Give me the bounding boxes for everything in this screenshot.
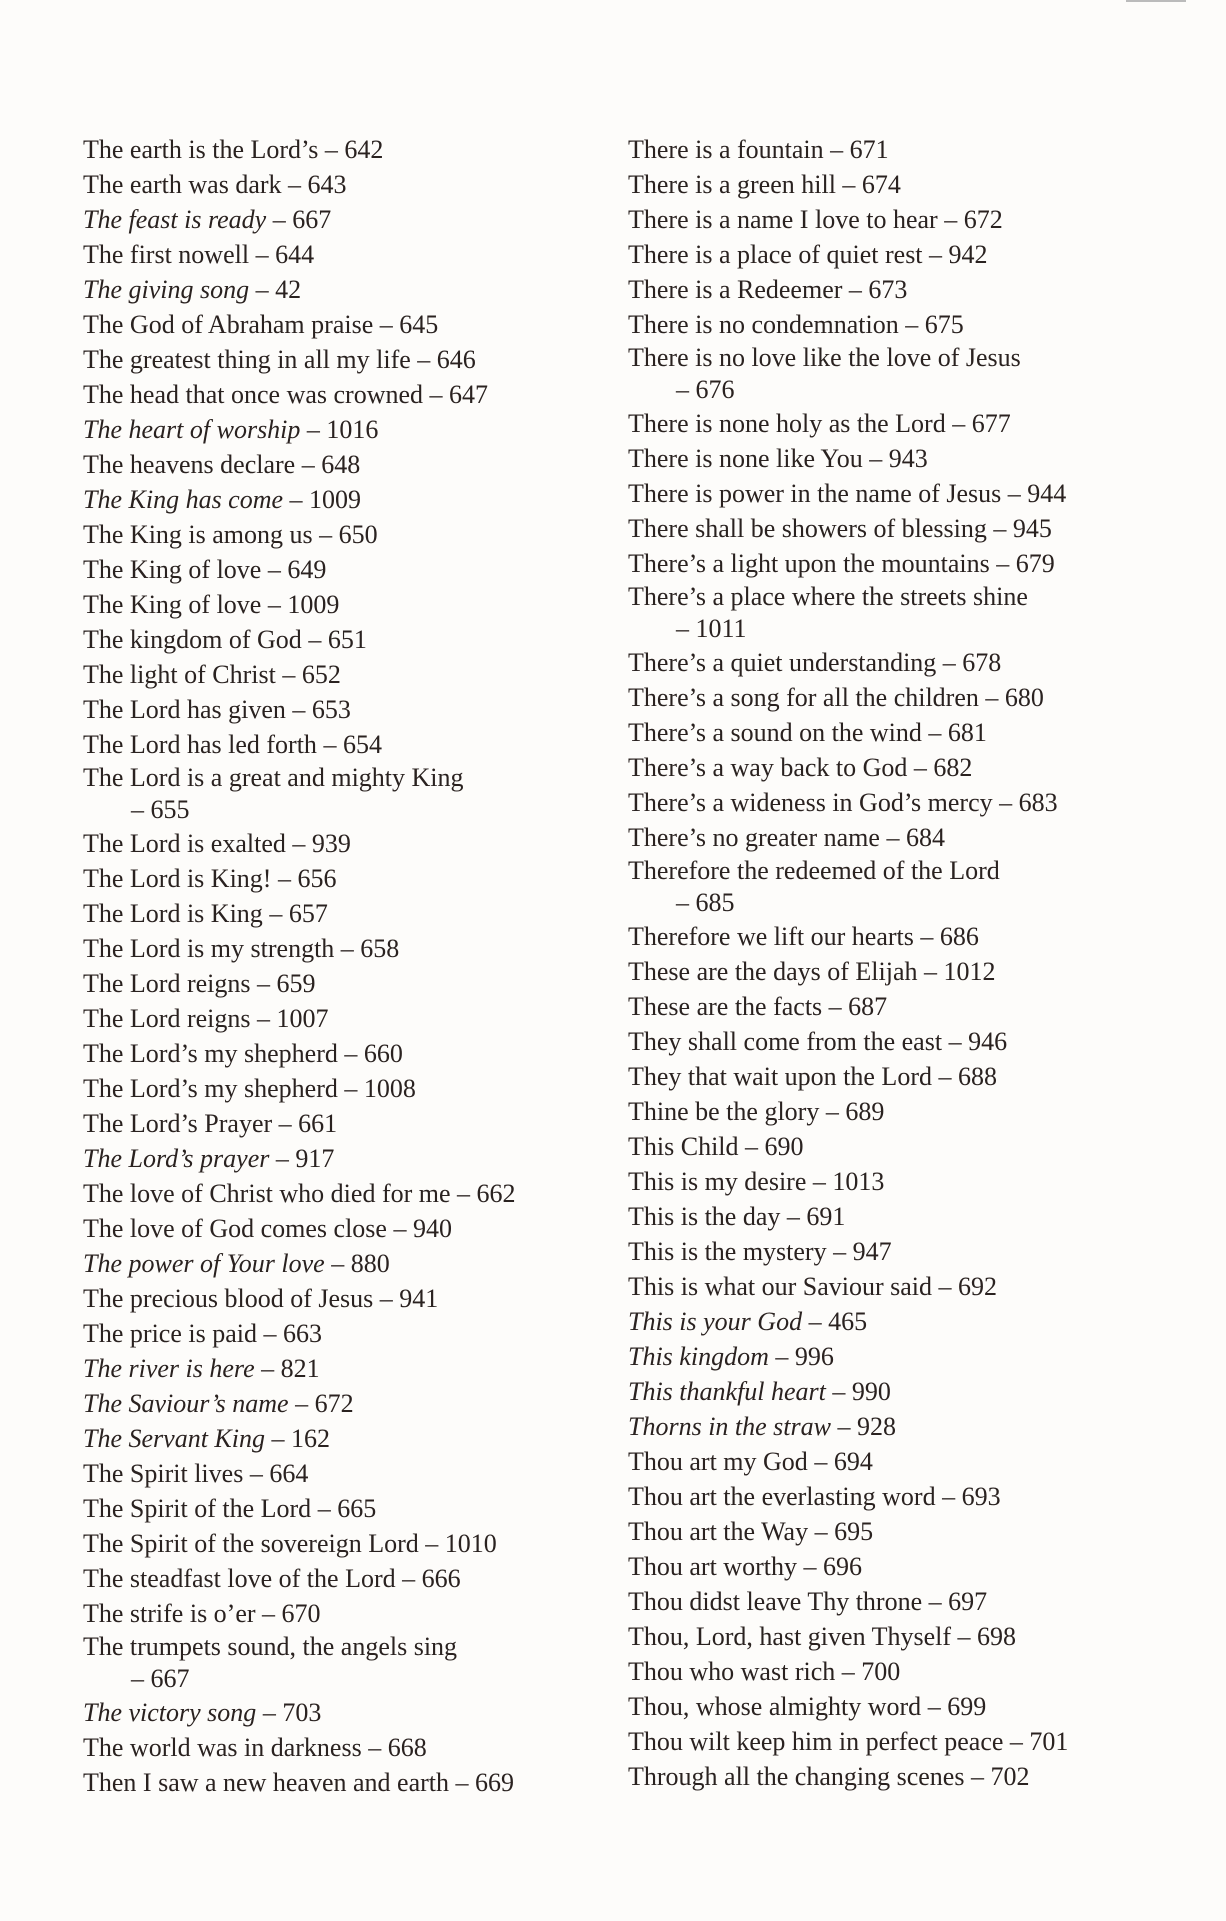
index-entry: Thou, Lord, hast given Thyself – 698: [628, 1622, 1017, 1651]
entry-number: 947: [852, 1237, 892, 1266]
index-entry: There’s a way back to God – 682: [628, 753, 973, 782]
index-entry: The Lord is King – 657: [83, 899, 328, 928]
entry-number: 668: [387, 1733, 427, 1762]
entry-number: 699: [947, 1692, 987, 1721]
entry-title: The God of Abraham praise: [83, 310, 374, 339]
entry-number: 944: [1027, 479, 1067, 508]
index-entry: Thou wilt keep him in perfect peace – 701: [628, 1727, 1069, 1756]
index-entry: There’s a place where the streets shine – 1011: [628, 582, 1028, 643]
entry-title: Thorns in the straw: [628, 1412, 831, 1441]
entry-number: 662: [476, 1179, 516, 1208]
index-entry: The heart of worship – 1016: [83, 415, 379, 444]
index-entry: They shall come from the east – 946: [628, 1027, 1008, 1056]
entry-number: 687: [848, 992, 888, 1021]
entry-title: This thankful heart: [628, 1377, 826, 1406]
index-entry: There’s a wideness in God’s mercy – 683: [628, 788, 1058, 817]
index-entry: These are the facts – 687: [628, 992, 888, 1021]
entry-title: Thou art the everlasting word: [628, 1482, 936, 1511]
entry-title: There is none like You: [628, 444, 863, 473]
entry-number: 658: [360, 934, 400, 963]
entry-title: There is no love like the love of Jesus: [628, 343, 1021, 372]
entry-number: 1007: [276, 1004, 329, 1033]
entry-number: 679: [1015, 549, 1055, 578]
entry-title: The earth was dark: [83, 170, 282, 199]
entry-title: This Child: [628, 1132, 739, 1161]
index-entry: This is my desire – 1013: [628, 1167, 885, 1196]
index-entry: There is a name I love to hear – 672: [628, 205, 1003, 234]
entry-title: The Spirit of the sovereign Lord: [83, 1529, 419, 1558]
entry-number: 465: [828, 1307, 868, 1336]
index-entry: This Child – 690: [628, 1132, 804, 1161]
entry-title: These are the days of Elijah: [628, 957, 918, 986]
entry-title: The Lord is King: [83, 899, 263, 928]
entry-title: Thou wilt keep him in perfect peace: [628, 1727, 1004, 1756]
index-entry: There’s a light upon the mountains – 679: [628, 549, 1055, 578]
index-column-left: [83, 132, 583, 1800]
index-entry: The kingdom of God – 651: [83, 625, 367, 654]
index-entry: The price is paid – 663: [83, 1319, 322, 1348]
entry-number: 681: [947, 718, 987, 747]
entry-title: Thou art the Way: [628, 1517, 809, 1546]
entry-number: 646: [436, 345, 476, 374]
index-entry: There’s no greater name – 684: [628, 823, 945, 852]
index-entry: The King of love – 1009: [83, 590, 340, 619]
entry-number: 672: [314, 1389, 354, 1418]
entry-title: The love of God comes close: [83, 1214, 387, 1243]
entry-title: Thou, whose almighty word: [628, 1692, 922, 1721]
entry-number: 655: [150, 795, 190, 824]
entry-title: The kingdom of God: [83, 625, 302, 654]
entry-number: 162: [291, 1424, 330, 1453]
index-entry: The greatest thing in all my life – 646: [83, 345, 476, 374]
entry-number: 695: [834, 1517, 874, 1546]
index-entry: The Lord reigns – 1007: [83, 1004, 329, 1033]
index-entry: Thou art the Way – 695: [628, 1517, 874, 1546]
index-entry: There is a green hill – 674: [628, 170, 901, 199]
index-entry: There’s a quiet understanding – 678: [628, 648, 1002, 677]
entry-title: The feast is ready: [83, 205, 267, 234]
entry-title: The heavens declare: [83, 450, 296, 479]
entry-title: There’s a song for all the children: [628, 683, 979, 712]
index-entry: The Spirit of the sovereign Lord – 1010: [83, 1529, 497, 1558]
index-entry: The love of Christ who died for me – 662: [83, 1179, 516, 1208]
entry-title: Thou didst leave Thy throne: [628, 1587, 923, 1616]
index-entry: There shall be showers of blessing – 945: [628, 514, 1052, 543]
entry-number: 42: [275, 275, 302, 304]
index-entry: The world was in darkness – 668: [83, 1733, 427, 1762]
entry-number: 917: [295, 1144, 335, 1173]
entry-number: 671: [849, 135, 889, 164]
entry-number: 1013: [832, 1167, 885, 1196]
entry-title: This is what our Saviour said: [628, 1272, 933, 1301]
entry-number: 945: [1012, 514, 1052, 543]
entry-title: Thine be the glory: [628, 1097, 820, 1126]
entry-number: 650: [338, 520, 378, 549]
index-entry: Thorns in the straw – 928: [628, 1412, 896, 1441]
entry-number: 928: [857, 1412, 896, 1441]
entry-number: 667: [150, 1664, 190, 1693]
index-entry: Thou who wast rich – 700: [628, 1657, 901, 1686]
entry-title: The Lord’s my shepherd: [83, 1074, 338, 1103]
entry-title: There is a fountain: [628, 135, 824, 164]
entry-title: The King has come: [83, 485, 284, 514]
index-entry: The river is here – 821: [83, 1354, 320, 1383]
index-entry: The God of Abraham praise – 645: [83, 310, 439, 339]
index-entry: There is none holy as the Lord – 677: [628, 409, 1011, 438]
entry-number: 943: [888, 444, 928, 473]
entry-title: The greatest thing in all my life: [83, 345, 411, 374]
entry-title: They that wait upon the Lord: [628, 1062, 932, 1091]
entry-number: 691: [806, 1202, 846, 1231]
index-entry: The Lord’s my shepherd – 1008: [83, 1074, 416, 1103]
entry-number: 647: [449, 380, 489, 409]
index-entry: Thou art worthy – 696: [628, 1552, 862, 1581]
entry-number: 661: [298, 1109, 338, 1138]
entry-title: This is my desire: [628, 1167, 807, 1196]
entry-title: The Lord’s my shepherd: [83, 1039, 338, 1068]
index-entry: The steadfast love of the Lord – 666: [83, 1564, 461, 1593]
index-entry: The victory song – 703: [83, 1698, 322, 1727]
entry-number: 657: [288, 899, 328, 928]
index-entry: This kingdom – 996: [628, 1342, 834, 1371]
entry-title: There is a Redeemer: [628, 275, 843, 304]
entry-title: The world was in darkness: [83, 1733, 362, 1762]
entry-number: 643: [307, 170, 347, 199]
entry-title: There’s a quiet understanding: [628, 648, 937, 677]
entry-title: This is your God: [628, 1307, 803, 1336]
index-entry: The King of love – 649: [83, 555, 327, 584]
entry-title: The Lord is exalted: [83, 829, 286, 858]
entry-number: 690: [764, 1132, 804, 1161]
entry-title: The earth is the Lord’s: [83, 135, 319, 164]
index-entry: There is a place of quiet rest – 942: [628, 240, 988, 269]
entry-title: They shall come from the east: [628, 1027, 943, 1056]
entry-title: Then I saw a new heaven and earth: [83, 1768, 449, 1797]
entry-number: 1016: [326, 415, 379, 444]
entry-title: Thou who wast rich: [628, 1657, 836, 1686]
entry-title: The Lord is my strength: [83, 934, 335, 963]
entry-number: 680: [1004, 683, 1044, 712]
entry-title: The Saviour’s name: [83, 1389, 289, 1418]
entry-number: 667: [292, 205, 332, 234]
entry-number: 659: [276, 969, 316, 998]
entry-title: The power of Your love: [83, 1249, 325, 1278]
entry-number: 654: [342, 730, 382, 759]
entry-number: 678: [962, 648, 1002, 677]
entry-title: This kingdom: [628, 1342, 769, 1371]
index-entry: The Spirit lives – 664: [83, 1459, 309, 1488]
entry-title: The Lord is a great and mighty King: [83, 763, 464, 792]
entry-title: There’s a way back to God: [628, 753, 908, 782]
index-entry: This is your God – 465: [628, 1307, 868, 1336]
index-column-right: [628, 132, 1148, 1794]
entry-number: 670: [281, 1599, 321, 1628]
index-entry: The strife is o’er – 670: [83, 1599, 321, 1628]
entry-number: 656: [297, 864, 337, 893]
index-entry: Thine be the glory – 689: [628, 1097, 885, 1126]
entry-title: There’s a sound on the wind: [628, 718, 922, 747]
index-entry: Thou art the everlasting word – 693: [628, 1482, 1001, 1511]
entry-number: 648: [321, 450, 361, 479]
index-entry: The power of Your love – 880: [83, 1249, 390, 1278]
entry-number: 821: [280, 1354, 320, 1383]
index-entry: The heavens declare – 648: [83, 450, 361, 479]
entry-title: The Lord reigns: [83, 1004, 251, 1033]
entry-number: 644: [275, 240, 315, 269]
entry-title: The Lord’s Prayer: [83, 1109, 273, 1138]
entry-title: The precious blood of Jesus: [83, 1284, 374, 1313]
entry-title: There is power in the name of Jesus: [628, 479, 1002, 508]
index-entry: The feast is ready – 667: [83, 205, 332, 234]
entry-title: There is no condemnation: [628, 310, 899, 339]
index-entry: There is a fountain – 671: [628, 135, 889, 164]
index-entry: The King has come – 1009: [83, 485, 362, 514]
entry-number: 941: [399, 1284, 439, 1313]
top-rule: [1126, 0, 1186, 2]
entry-title: The Spirit lives: [83, 1459, 244, 1488]
entry-number: 649: [287, 555, 327, 584]
index-entry: This is the mystery – 947: [628, 1237, 892, 1266]
entry-title: The Lord is King!: [83, 864, 272, 893]
entry-title: The Lord has given: [83, 695, 286, 724]
entry-number: 685: [695, 888, 735, 917]
entry-number: 880: [350, 1249, 390, 1278]
entry-number: 652: [301, 660, 341, 689]
index-entry: The King is among us – 650: [83, 520, 378, 549]
entry-number: 698: [977, 1622, 1017, 1651]
index-entry: The Saviour’s name – 672: [83, 1389, 354, 1418]
entry-title: There’s a place where the streets shine: [628, 582, 1028, 611]
index-entry: Thou art my God – 694: [628, 1447, 873, 1476]
index-entry: There is none like You – 943: [628, 444, 928, 473]
index-entry: This is what our Saviour said – 692: [628, 1272, 998, 1301]
index-entry: The giving song – 42: [83, 275, 302, 304]
entry-number: 1012: [943, 957, 996, 986]
entry-title: This is the day: [628, 1202, 781, 1231]
entry-title: The Servant King: [83, 1424, 265, 1453]
index-entry: The Lord is a great and mighty King – 655: [83, 763, 464, 824]
entry-number: 663: [283, 1319, 322, 1348]
entry-number: 942: [948, 240, 988, 269]
entry-title: There’s a wideness in God’s mercy: [628, 788, 993, 817]
index-entry: There is no love like the love of Jesus – 676: [628, 343, 1021, 404]
entry-number: 701: [1029, 1727, 1069, 1756]
index-entry: There’s a song for all the children – 680: [628, 683, 1044, 712]
entry-title: There’s a light upon the mountains: [628, 549, 990, 578]
entry-number: 702: [990, 1762, 1030, 1791]
index-entry: There’s a sound on the wind – 681: [628, 718, 987, 747]
entry-number: 939: [311, 829, 351, 858]
index-entry: This thankful heart – 990: [628, 1377, 891, 1406]
index-entry: Then I saw a new heaven and earth – 669: [83, 1768, 514, 1797]
index-entry: There is no condemnation – 675: [628, 310, 964, 339]
entry-title: This is the mystery: [628, 1237, 827, 1266]
entry-title: The love of Christ who died for me: [83, 1179, 451, 1208]
index-entry: These are the days of Elijah – 1012: [628, 957, 996, 986]
index-entry: Therefore we lift our hearts – 686: [628, 922, 979, 951]
entry-number: 684: [905, 823, 945, 852]
entry-number: 674: [861, 170, 901, 199]
entry-number: 688: [957, 1062, 997, 1091]
entry-title: Therefore we lift our hearts: [628, 922, 914, 951]
index-entry: The first nowell – 644: [83, 240, 315, 269]
entry-title: The King is among us: [83, 520, 313, 549]
index-entry: The Lord has led forth – 654: [83, 730, 382, 759]
index-entry: The Lord’s prayer – 917: [83, 1144, 335, 1173]
entry-number: 1008: [363, 1074, 416, 1103]
entry-title: Thou art worthy: [628, 1552, 797, 1581]
entry-number: 1011: [695, 614, 747, 643]
index-entry: The earth is the Lord’s – 642: [83, 135, 384, 164]
index-entry: The light of Christ – 652: [83, 660, 341, 689]
index-entry: The Servant King – 162: [83, 1424, 330, 1453]
entry-number: 1009: [309, 485, 362, 514]
index-entry: The Lord has given – 653: [83, 695, 351, 724]
index-entry: The Spirit of the Lord – 665: [83, 1494, 377, 1523]
index-entry: The love of God comes close – 940: [83, 1214, 452, 1243]
entry-number: 651: [327, 625, 367, 654]
entry-number: 673: [868, 275, 908, 304]
entry-title: The giving song: [83, 275, 250, 304]
entry-number: 694: [833, 1447, 873, 1476]
entry-number: 672: [963, 205, 1003, 234]
index-entry: Thou didst leave Thy throne – 697: [628, 1587, 988, 1616]
entry-number: 696: [822, 1552, 862, 1581]
index-entry: Through all the changing scenes – 702: [628, 1762, 1030, 1791]
entry-title: The King of love: [83, 590, 262, 619]
entry-number: 642: [344, 135, 384, 164]
entry-number: 686: [939, 922, 979, 951]
entry-title: The light of Christ: [83, 660, 276, 689]
index-entry: The Lord is my strength – 658: [83, 934, 400, 963]
index-entry: The earth was dark – 643: [83, 170, 347, 199]
entry-number: 946: [968, 1027, 1008, 1056]
index-entry: The trumpets sound, the angels sing – 667: [83, 1632, 458, 1693]
entry-title: There is a name I love to hear: [628, 205, 938, 234]
entry-title: Thou, Lord, hast given Thyself: [628, 1622, 952, 1651]
index-entry: This is the day – 691: [628, 1202, 846, 1231]
entry-title: The Lord’s prayer: [83, 1144, 270, 1173]
index-entry: There is power in the name of Jesus – 944: [628, 479, 1067, 508]
index-entry: Therefore the redeemed of the Lord – 685: [628, 856, 1000, 917]
index-entry: Thou, whose almighty word – 699: [628, 1692, 987, 1721]
entry-number: 683: [1018, 788, 1058, 817]
entry-number: 693: [961, 1482, 1001, 1511]
entry-title: The Lord has led forth: [83, 730, 317, 759]
entry-number: 676: [695, 375, 735, 404]
entry-number: 669: [475, 1768, 514, 1797]
entry-title: Thou art my God: [628, 1447, 808, 1476]
entry-title: The victory song: [83, 1698, 257, 1727]
index-entry: The Lord’s Prayer – 661: [83, 1109, 338, 1138]
entry-title: Therefore the redeemed of the Lord: [628, 856, 1000, 885]
entry-number: 677: [971, 409, 1011, 438]
entry-number: 996: [794, 1342, 834, 1371]
entry-title: The river is here: [83, 1354, 255, 1383]
entry-number: 689: [845, 1097, 885, 1126]
index-entry: The head that once was crowned – 647: [83, 380, 489, 409]
entry-title: Through all the changing scenes: [628, 1762, 965, 1791]
entry-number: 990: [851, 1377, 891, 1406]
entry-title: The heart of worship: [83, 415, 301, 444]
entry-number: 666: [421, 1564, 461, 1593]
entry-number: 1009: [287, 590, 340, 619]
entry-number: 1010: [444, 1529, 497, 1558]
entry-title: These are the facts: [628, 992, 823, 1021]
entry-number: 703: [282, 1698, 322, 1727]
index-entry: The Lord reigns – 659: [83, 969, 316, 998]
entry-number: 697: [948, 1587, 988, 1616]
index-entry: There is a Redeemer – 673: [628, 275, 908, 304]
entry-title: The first nowell: [83, 240, 250, 269]
entry-number: 660: [363, 1039, 403, 1068]
entry-title: There is a place of quiet rest: [628, 240, 923, 269]
index-entry: The Lord’s my shepherd – 660: [83, 1039, 403, 1068]
entry-number: 700: [861, 1657, 901, 1686]
entry-title: The steadfast love of the Lord: [83, 1564, 396, 1593]
entry-title: There is a green hill: [628, 170, 836, 199]
entry-number: 675: [924, 310, 964, 339]
entry-title: The Spirit of the Lord: [83, 1494, 312, 1523]
index-entry: The Lord is King! – 656: [83, 864, 337, 893]
index-entry: The precious blood of Jesus – 941: [83, 1284, 439, 1313]
entry-number: 664: [269, 1459, 309, 1488]
entry-title: The trumpets sound, the angels sing: [83, 1632, 458, 1661]
entry-number: 940: [412, 1214, 452, 1243]
entry-number: 692: [958, 1272, 998, 1301]
entry-title: The price is paid: [83, 1319, 257, 1348]
entry-title: The head that once was crowned: [83, 380, 424, 409]
index-entry: They that wait upon the Lord – 688: [628, 1062, 997, 1091]
entry-number: 682: [933, 753, 973, 782]
entry-title: The King of love: [83, 555, 262, 584]
entry-title: The strife is o’er: [83, 1599, 256, 1628]
index-entry: The Lord is exalted – 939: [83, 829, 351, 858]
entry-title: There’s no greater name: [628, 823, 880, 852]
entry-title: There shall be showers of blessing: [628, 514, 987, 543]
entry-number: 665: [337, 1494, 377, 1523]
entry-number: 645: [399, 310, 439, 339]
entry-number: 653: [311, 695, 351, 724]
entry-title: There is none holy as the Lord: [628, 409, 946, 438]
entry-title: The Lord reigns: [83, 969, 251, 998]
